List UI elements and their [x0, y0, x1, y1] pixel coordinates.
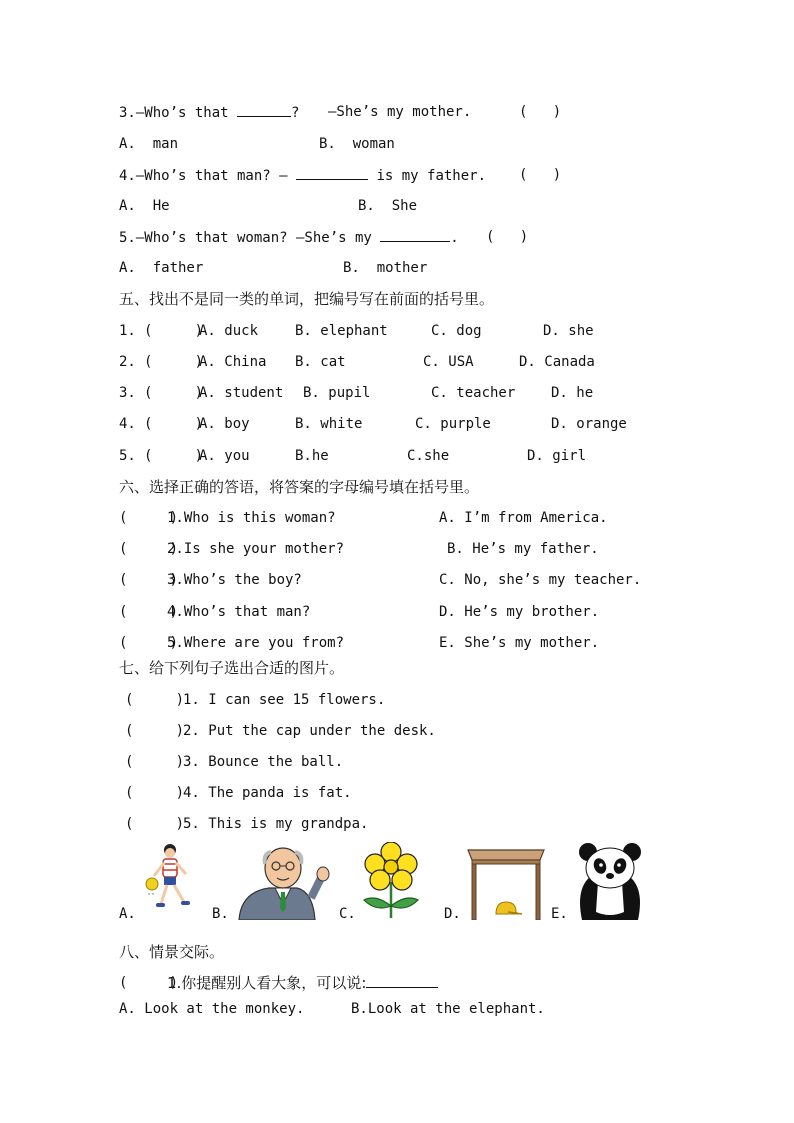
answer-choice: D. He’s my brother. — [439, 604, 600, 620]
answer-paren[interactable]: ( ) — [519, 167, 562, 183]
answer-paren[interactable]: ( ) — [519, 104, 562, 120]
section-8-heading: 八、情景交际。 — [119, 943, 225, 961]
answer-choice: A. I’m from America. — [439, 510, 608, 526]
answer-choice: B. He’s my father. — [447, 541, 599, 557]
option-a: A. Look at the monkey. — [119, 1001, 305, 1017]
option-b: B.he — [295, 448, 329, 464]
option-b: B. mother — [343, 260, 428, 276]
option-b: B.Look at the elephant. — [351, 1001, 545, 1017]
answer-paren[interactable]: ( ) — [144, 354, 204, 370]
option-a: A. He — [119, 198, 170, 214]
option-c: C. USA — [423, 354, 474, 370]
option-a: A. man — [119, 136, 179, 152]
option-b: B. cat — [295, 354, 346, 370]
question-text: 4.Who’s that man? — [167, 604, 311, 620]
answer-paren[interactable]: ( ) — [486, 229, 529, 245]
option-b: B. She — [358, 198, 418, 214]
option-c: C. teacher — [431, 385, 516, 401]
answer-blank[interactable] — [366, 973, 438, 988]
section-7-heading: 七、给下列句子选出合适的图片。 — [119, 659, 345, 677]
option-a: A. China — [199, 354, 267, 370]
option-b: B. woman — [319, 136, 395, 152]
option-d: D. she — [543, 323, 594, 339]
question-5-text: 5.—Who’s that woman? —She’s my . — [119, 227, 459, 248]
picture-letter-b: B. — [212, 906, 229, 922]
answer-paren[interactable]: ( ) — [119, 604, 179, 620]
question-3-reply: —She’s my mother. — [328, 104, 472, 120]
section-5-heading: 五、找出不是同一类的单词，把编号写在前面的括号里。 — [119, 290, 495, 308]
sentence-text: 1. I can see 15 flowers. — [183, 692, 386, 708]
answer-paren[interactable]: ( ) — [125, 785, 185, 801]
answer-paren[interactable]: ( ) — [144, 385, 204, 401]
answer-paren[interactable]: ( ) — [125, 723, 185, 739]
option-d: D. orange — [551, 416, 627, 432]
picture-letter-a: A. — [119, 906, 136, 922]
row-number: 4. — [119, 416, 136, 432]
option-b: B. pupil — [303, 385, 371, 401]
option-b: B. elephant — [295, 323, 388, 339]
answer-paren[interactable]: ( ) — [125, 692, 185, 708]
answer-paren[interactable]: ( ) — [119, 635, 179, 651]
option-c: C. dog — [431, 323, 482, 339]
answer-paren[interactable]: ( ) — [144, 323, 204, 339]
desk-with-cap-icon — [466, 842, 546, 920]
option-a: A. duck — [199, 323, 259, 339]
answer-blank[interactable] — [296, 165, 368, 180]
question-text: 2.Is she your mother? — [167, 541, 345, 557]
option-a: A. boy — [199, 416, 250, 432]
question-text: 1.Who is this woman? — [167, 510, 336, 526]
grandpa-icon — [233, 842, 333, 920]
option-a: A. you — [199, 448, 250, 464]
question-text: 1.你提醒别人看大象，可以说: — [167, 973, 438, 993]
picture-letter-c: C. — [339, 906, 356, 922]
answer-paren[interactable]: ( ) — [119, 975, 179, 991]
picture-letter-e: E. — [551, 906, 568, 922]
panda-icon — [574, 842, 646, 920]
answer-paren[interactable]: ( ) — [125, 754, 185, 770]
row-number: 1. — [119, 323, 136, 339]
boy-bouncing-ball-icon — [140, 842, 202, 920]
row-number: 2. — [119, 354, 136, 370]
option-c: C. purple — [415, 416, 491, 432]
option-a: A. student — [199, 385, 284, 401]
row-number: 5. — [119, 448, 136, 464]
answer-paren[interactable]: ( ) — [144, 448, 204, 464]
question-4-text: 4.—Who’s that man? — is my father. — [119, 165, 486, 186]
answer-blank[interactable] — [380, 227, 450, 242]
option-d: D. girl — [527, 448, 587, 464]
sentence-text: 2. Put the cap under the desk. — [183, 723, 436, 739]
question-text: 5.Where are you from? — [167, 635, 345, 651]
sentence-text: 3. Bounce the ball. — [183, 754, 344, 770]
option-d: D. Canada — [519, 354, 595, 370]
row-number: 3. — [119, 385, 136, 401]
sentence-text: 4. The panda is fat. — [183, 785, 352, 801]
answer-paren[interactable]: ( ) — [125, 816, 185, 832]
option-d: D. he — [551, 385, 594, 401]
answer-choice: E. She’s my mother. — [439, 635, 600, 651]
section-6-heading: 六、选择正确的答语，将答案的字母编号填在括号里。 — [119, 478, 480, 496]
answer-paren[interactable]: ( ) — [119, 510, 179, 526]
option-a: A. father — [119, 260, 204, 276]
answer-choice: C. No, she’s my teacher. — [439, 572, 642, 588]
option-b: B. white — [295, 416, 363, 432]
question-text: 3.Who’s the boy? — [167, 572, 302, 588]
picture-letter-d: D. — [444, 906, 461, 922]
sentence-text: 5. This is my grandpa. — [183, 816, 369, 832]
answer-paren[interactable]: ( ) — [119, 541, 179, 557]
answer-paren[interactable]: ( ) — [119, 572, 179, 588]
question-3-text: 3.—Who’s that ? — [119, 102, 299, 123]
answer-paren[interactable]: ( ) — [144, 416, 204, 432]
answer-blank[interactable] — [237, 102, 291, 117]
option-c: C.she — [407, 448, 450, 464]
flower-icon — [358, 842, 424, 920]
